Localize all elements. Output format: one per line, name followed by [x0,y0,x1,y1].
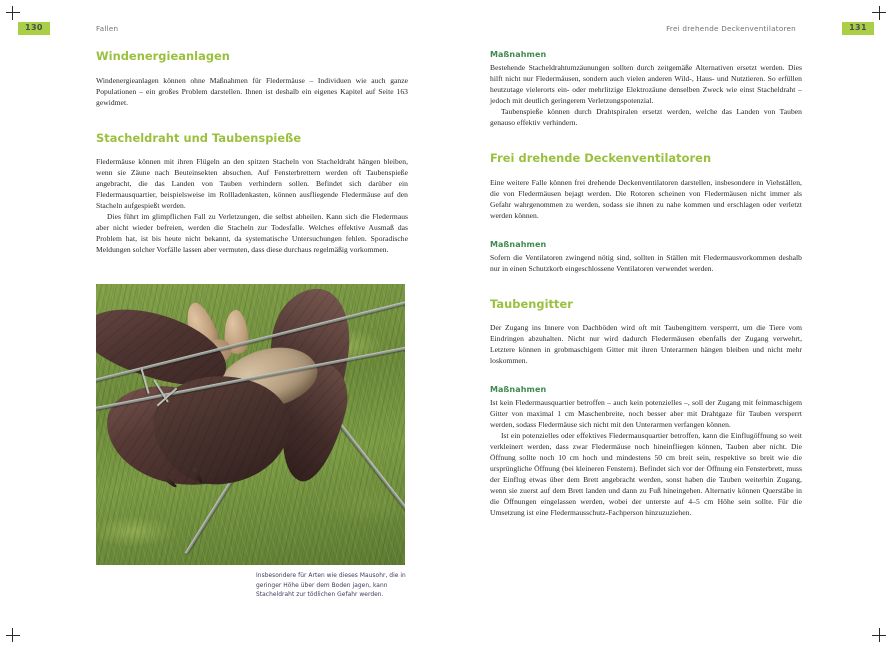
paragraph-massnahmen-1b: Taubenspieße können durch Drahtspiralen ersetzt werden, welche das Landen von Tauben genauso effektiv verhindern. [490,107,802,127]
section-heading-taubengitter: Taubengitter [490,296,573,311]
subheading-massnahmen-3: Maßnahmen [490,385,547,395]
figure-caption: Insbesondere für Arten wie dieses Mausohr, die in geringer Höhe über dem Boden jagen, kann Stacheldraht zur tödlichen Gefahr werden. [256,573,406,599]
crop-mark-br-v [879,628,880,642]
paragraph-stacheldraht-2: Dies führt im glimpflichen Fall zu Verletzungen, die selbst abheilen. Kann sich die Fledermaus aber nicht wieder befreien, werden die Stacheln zur Todesfalle. Welches effektive Ausmaß das Problem hat, ist bis heute nicht bekannt, da systematische Untersuchungen fehlen. Sporadische Meldungen solcher Vorfälle lassen aber vermuten, dass diese durchaus regelmäßig vorkommen. [96,212,408,255]
paragraph-deckenventilatoren-1: Eine weitere Falle können frei drehende Deckenventilatoren darstellen, insbesondere in Viehställen, die von Fledermäusen bejagt werden. Die Rotoren scheinen von Fledermäusen nicht immer als Gefahr wahrgenommen zu werden, sodass sie ihnen zu nahe kommen und erschlagen oder verletzt werden können. [490,177,802,220]
section-heading-stacheldraht-und-taubenspiesse: Stacheldraht und Taubenspieße [96,130,302,145]
page-number-right: 131 [842,22,874,35]
paragraph-massnahmen-3a: Ist kein Fledermausquartier betroffen – auch kein potenzielles –, soll der Zugang mit feinmaschigem Gitter von maximal 1 cm Maschenbreite, noch besser aber mit Drahtgaze für Tauben versperrt werden, sodass Fledermäuse sich nicht mit den Unterarmen verfangen können. [490,398,802,430]
page-number-left: 130 [18,22,50,35]
crop-mark-tl-v [12,6,13,20]
left-page-text-column [96,50,408,255]
subheading-massnahmen-1: Maßnahmen [490,50,547,59]
paragraph-massnahmen-3b: Ist ein potenzielles oder effektives Fledermausquartier betroffen, kann die Einflugöffnung so weit verkleinert werden, dass zwar Fledermäuse noch hineinfliegen können, Tauben aber nicht. Die Öffnung sollte noch 10 cm hoch und mindestens 50 cm breit sein, respektive so breit wie die ursprüngliche Öffnung (bei kleineren Fenstern). Befindet sich vor der Öffnung ein Fensterbrett, muss der Einflug etwas über dem Brett angebracht werden, sonst haben die Tauben weiterhin Zugang, wenn sie zuerst auf dem Brett landen und dann zu Fuß hineingehen. Alternativ können Querstäbe in die Öffnungen eingelassen werden, wobei der unterste auf 4–5 cm Höhe sein sollte. Für die Umsetzung ist eine Fledermausschutz-Fachperson hinzuzuziehen. [490,431,802,518]
crop-mark-tl-h [6,12,20,13]
section-heading-windenergieanlagen: Windenergieanlagen [96,49,230,63]
crop-mark-tr-v [879,6,880,20]
crop-mark-bl-h [6,635,20,636]
section-heading-frei-drehende-deckenventilatoren: Frei drehende Deckenventilatoren [490,151,712,165]
paragraph-windenergieanlagen-1: Windenergieanlagen können ohne Maßnahmen für Fledermäuse – Individuen wie auch ganze Populationen – ein großes Problem darstellen. Ihnen ist deshalb ein eigenes Kapitel auf Seite 163 gewidmet. [96,75,408,107]
crop-mark-bl-v [12,628,13,642]
running-head-right: Frei drehende Deckenventilatoren [666,24,796,33]
right-page-text-column [490,50,802,518]
paragraph-massnahmen-1a: Bestehende Stacheldrahtumzäunungen sollten durch zeitgemäße Alternativen ersetzt werden. Dies hilft nicht nur Fledermäusen, sondern auch vielen anderen Wild-, Haus- und Nutztieren. So erfüllen heutzutage vielerorts ein- oder mehrlitzige Elektrozäune denselben Zweck wie einst Stacheldraht – jedoch mit deutlich geringerem Verletzungspotenzial. [490,63,802,105]
paragraph-stacheldraht-1: Fledermäuse können mit ihren Flügeln an den spitzen Stacheln von Stacheldraht hängen bleiben, wenn sie Zäune nach Beuteinsekten absuchen. Auf Fensterbrettern werden oft Taubenspieße angebracht, die das Landen von Tauben verhindern sollen. Befindet sich darüber ein Fledermausquartier, beispielsweise im Rollladenkasten, können ausfliegende Fledermäuse auf den Stacheln aufgespießt werden. [96,157,408,211]
running-head-left: Fallen [96,24,119,33]
bat-caught-on-barbed-wire-photo [96,284,405,565]
subheading-massnahmen-2: Maßnahmen [490,239,547,249]
paragraph-taubengitter-1: Der Zugang ins Innere von Dachböden wird oft mit Taubengittern versperrt, um die Tiere vom Eindringen abzuhalten. Nicht nur wird dadurch Fledermäusen ebenfalls der Zugang verwehrt, Letztere können in grobmaschigem Gitter mit ihren Unterarmen hängen bleiben und nicht mehr loskommen. [490,323,802,366]
paragraph-massnahmen-2a: Sofern die Ventilatoren zwingend nötig sind, sollten in Ställen mit Fledermausvorkommen deshalb nur in einen Schutzkorb eingeschlossene Ventilatoren verwendet werden. [490,252,802,273]
